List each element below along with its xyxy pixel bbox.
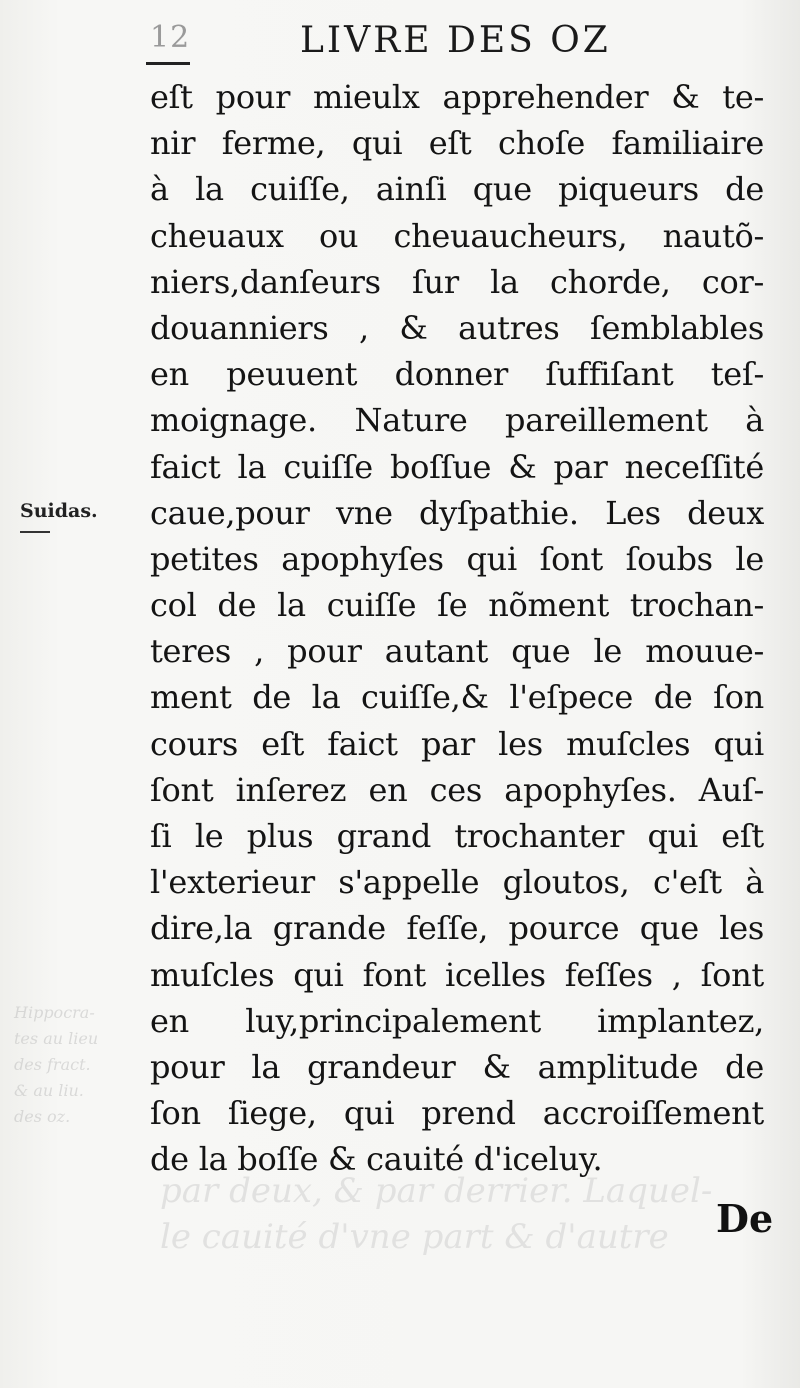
text-line: cheuaux ou cheuaucheurs, nautõ- — [150, 216, 764, 255]
text-line: moignage. Nature pareillement à — [150, 401, 764, 440]
text-line: de la boſſe & cauité d'iceluy. — [150, 1140, 603, 1179]
running-title: LIVRE DES OZ — [300, 20, 611, 61]
page-number: 12 — [150, 20, 191, 55]
text-line: col de la cuiſſe ſe nõment trochan- — [150, 586, 764, 625]
text-line: cours eſt faict par les muſcles qui — [150, 724, 764, 763]
text-line: muſcles qui font icelles feſſes , ſont — [150, 955, 764, 994]
text-line: pour la grandeur & amplitude de — [150, 1047, 764, 1086]
text-line: faict la cuiſſe boſſue & par neceſſité — [150, 447, 764, 486]
text-line: ment de la cuiſſe,& l'eſpece de ſon — [150, 678, 764, 717]
show-through-text: par deux, & par derrier. Laquel- le cauité d'vne part & d'autre — [160, 1171, 713, 1257]
text-line: dire,la grande feſſe, pource que les — [150, 909, 764, 948]
marginal-note-rule — [20, 531, 50, 533]
text-line: ſon ſiege, qui prend accroiſſement — [150, 1094, 764, 1133]
text-line: niers,danſeurs ſur la chorde, cor- — [150, 262, 764, 301]
text-line: teres , pour autant que le mouue- — [150, 632, 764, 671]
text-line: ſi le plus grand trochanter qui eſt — [150, 817, 764, 855]
text-line: douanniers , & autres ſemblables — [150, 308, 764, 347]
page-number-rule — [146, 62, 190, 65]
text-line: caue,pour vne dyſpathie. Les deux — [150, 493, 764, 532]
text-line: en peuuent donner ſuffiſant teſ- — [150, 355, 764, 394]
text-line: nir ferme, qui eſt choſe familiaire — [150, 124, 764, 163]
text-line: à la cuiſſe, ainſi que piqueurs de — [150, 170, 764, 209]
catchword: De — [716, 1196, 774, 1241]
marginal-note: Suidas. — [20, 500, 98, 522]
running-head — [150, 14, 750, 66]
text-line: ſont inſerez en ces apophyſes. Auſ- — [150, 770, 764, 809]
text-line: eſt pour mieulx apprehender & te- — [150, 78, 764, 116]
show-through-margin-notes: Hippocra- tes au lieu des fract. & au liu. des oz. — [14, 1003, 99, 1126]
text-line: petites apophyſes qui ſont ſoubs le — [150, 539, 764, 578]
body-text — [150, 74, 764, 1183]
text-line: l'exterieur s'appelle gloutos, c'eſt à — [150, 863, 764, 902]
text-line: en luy,principalement implantez, — [150, 1001, 764, 1040]
